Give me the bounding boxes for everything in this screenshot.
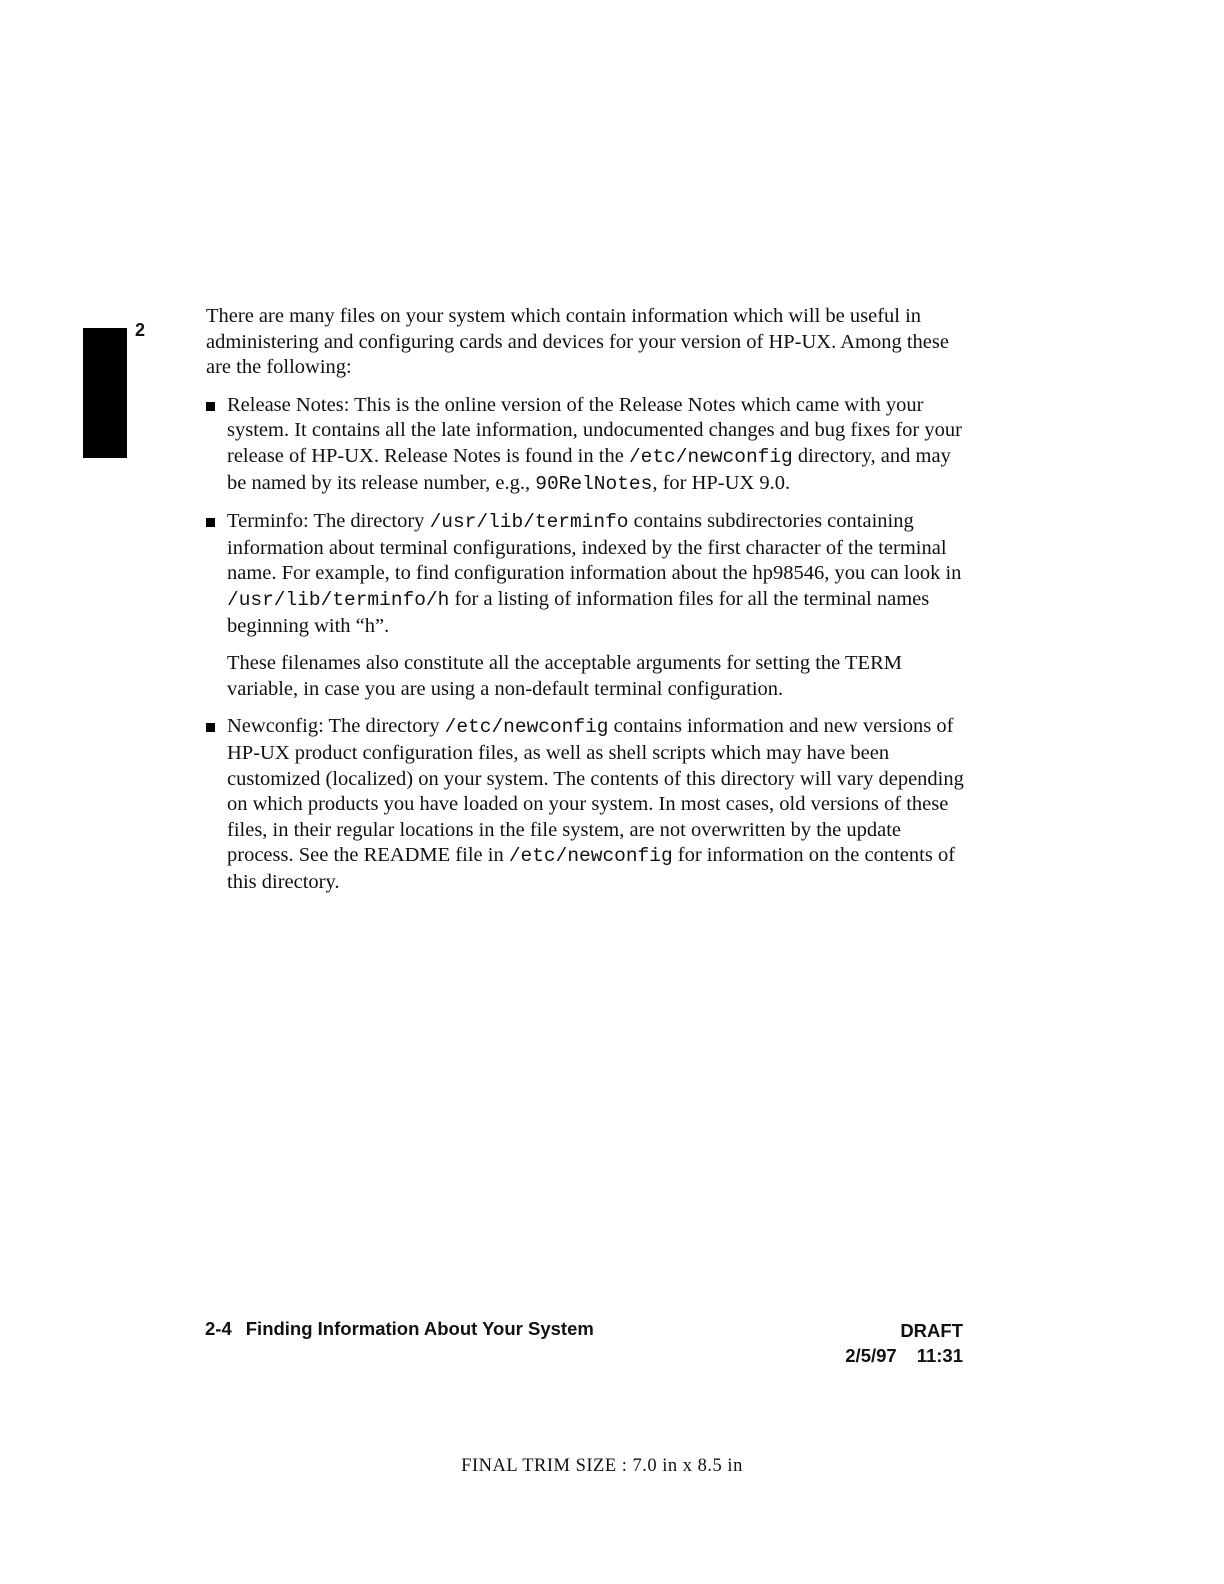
bullet-square-icon bbox=[206, 402, 215, 411]
draft-time: 11:31 bbox=[916, 1345, 963, 1366]
draft-timestamp bbox=[845, 1343, 963, 1368]
code-filename: 90RelNotes bbox=[535, 472, 653, 495]
terminfo-paragraph: Terminfo: The directory /usr/lib/terminfo contains subdirectories containing information about terminal configurations, indexed by the first character of the terminal name. For example, to find configuration information about the hp98546, you can look in /usr/lib/terminfo/h for a listing of information files for all the terminal names beginning with “h”. bbox=[227, 510, 962, 637]
chapter-number: 2 bbox=[135, 320, 146, 340]
footer-right bbox=[845, 1318, 963, 1368]
code-path: /etc/newconfig bbox=[628, 445, 793, 468]
footer-left bbox=[205, 1318, 594, 1340]
draft-date: 2/5/97 bbox=[845, 1345, 897, 1366]
bullet-square-icon bbox=[206, 723, 215, 732]
terminfo-subparagraph: These filenames also constitute all the acceptable arguments for setting the TERM variable, in case you are using a non-default terminal configuration. bbox=[227, 652, 902, 700]
footer-chapter-title: Finding Information About Your System bbox=[245, 1318, 594, 1339]
code-path: /usr/lib/terminfo bbox=[429, 511, 629, 534]
trim-size-note: FINAL TRIM SIZE : 7.0 in x 8.5 in bbox=[461, 1456, 743, 1476]
list-item-release-notes bbox=[206, 393, 971, 497]
newconfig-paragraph: Newconfig: The directory /etc/newconfig contains information and new versions of HP-UX product configuration files, as well as shell scripts which may have been customized (localized) on your system. The contents of this directory will vary depending on which products you have loaded on your system. In most cases, old versions of these files, in their regular locations in the file system, are not overwritten by the update process. See the README file in /etc/newconfig for information on the contents of this directory. bbox=[227, 715, 964, 893]
code-path: /usr/lib/terminfo/h bbox=[227, 588, 450, 611]
page-body bbox=[206, 304, 971, 907]
page-reference: 2-4 bbox=[205, 1318, 232, 1339]
intro-paragraph: There are many files on your system which contain information which will be useful in administering and configuring cards and devices for your version of HP-UX. Among these are the following: bbox=[206, 305, 949, 379]
draft-label: DRAFT bbox=[900, 1320, 963, 1341]
bullet-square-icon bbox=[206, 518, 215, 527]
code-path: /etc/newconfig bbox=[508, 845, 673, 868]
code-path: /etc/newconfig bbox=[444, 716, 609, 739]
release-notes-paragraph: Release Notes: This is the online version of the Release Notes which came with your system. It contains all the late information, undocumented changes and bug fixes for your release of HP-UX. Release Notes is found in the /etc/newconfig directory, and may be named by its release number, e.g., 90RelNotes, for HP-UX 9.0. bbox=[227, 393, 962, 495]
list-item-terminfo bbox=[206, 509, 971, 639]
list-item-newconfig bbox=[206, 714, 971, 895]
chapter-tab-marker bbox=[83, 328, 127, 458]
